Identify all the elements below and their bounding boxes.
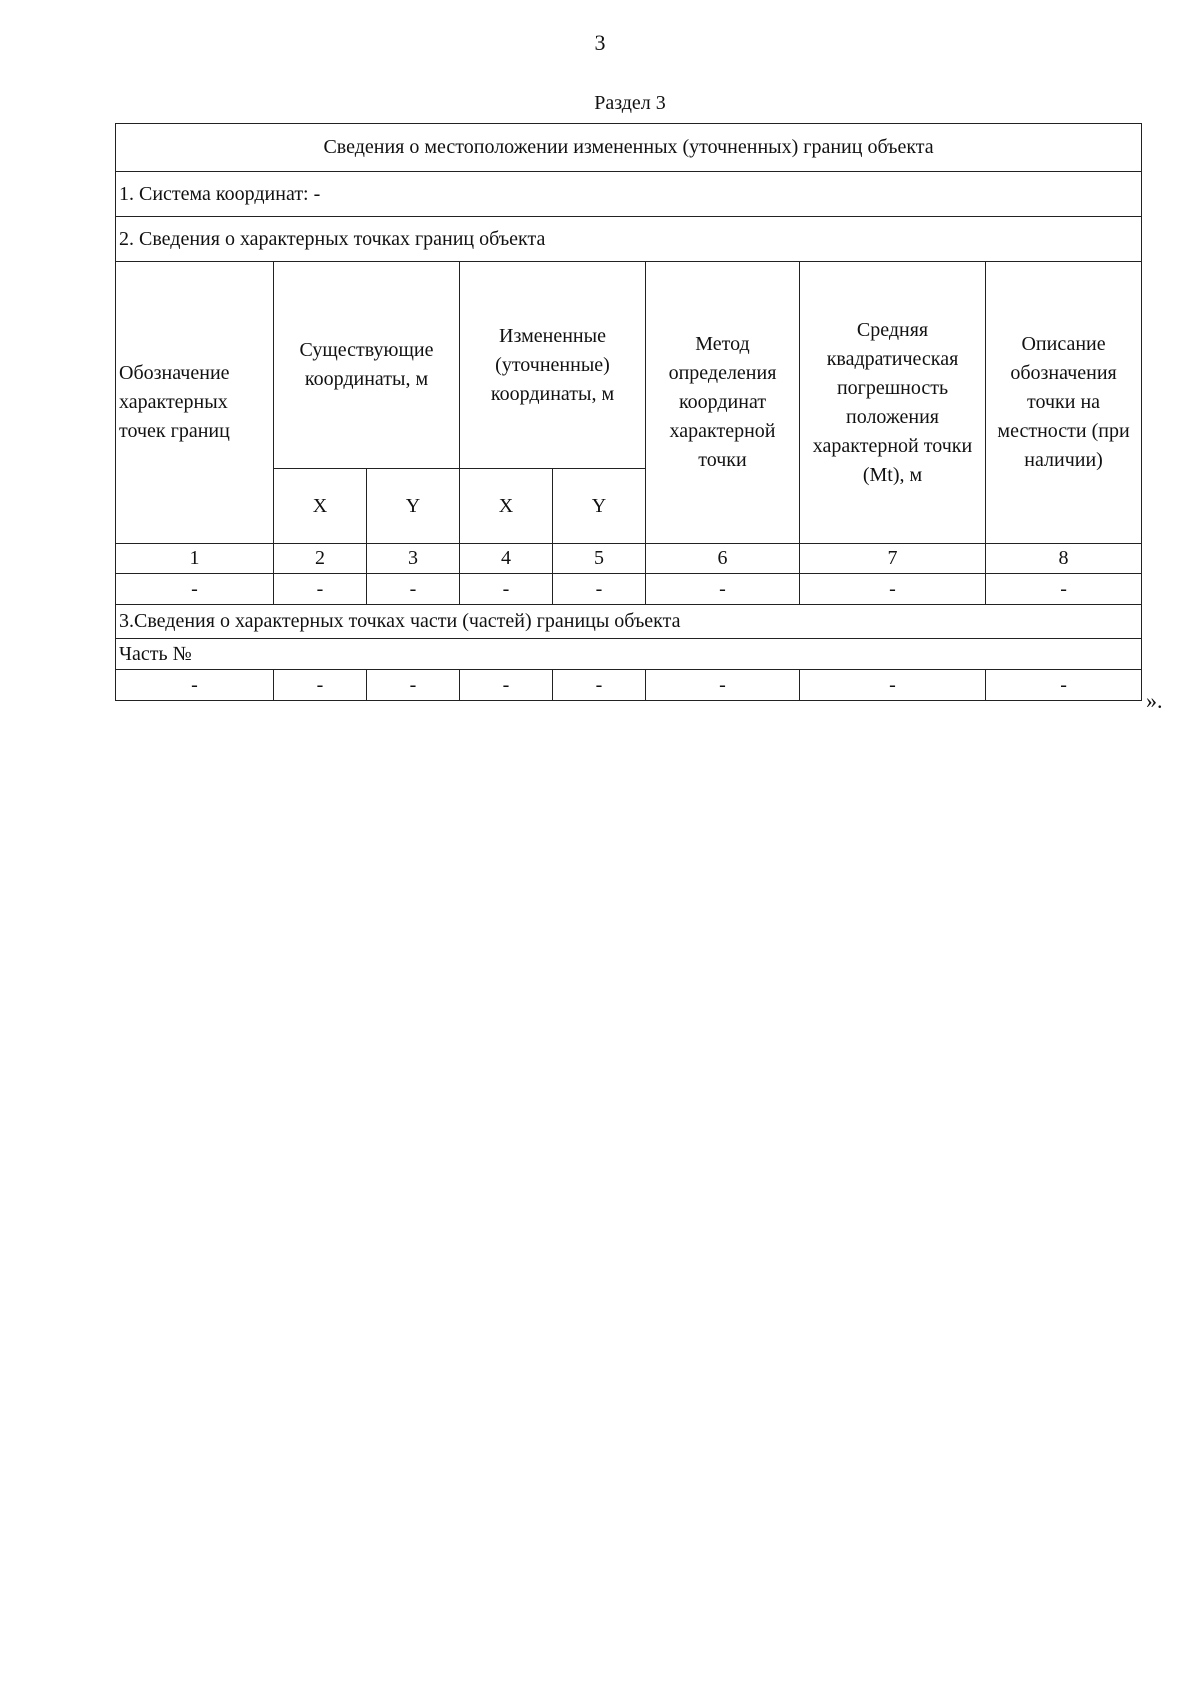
header-accuracy: Средняя квадратическая погрешность положения характерной точки (Mt), м xyxy=(800,262,986,544)
table-cell: - xyxy=(553,670,646,701)
coordinate-system-row: 1. Система координат: - xyxy=(116,172,1142,217)
table-row xyxy=(116,574,1142,605)
table-title: Сведения о местоположении измененных (уточненных) границ объекта xyxy=(116,124,1142,172)
table-cell: - xyxy=(800,670,986,701)
table-cell: - xyxy=(986,574,1142,605)
table-cell: - xyxy=(116,670,274,701)
table-cell: - xyxy=(274,574,367,605)
table-cell: - xyxy=(986,670,1142,701)
header-method: Метод определения координат характерной точки xyxy=(646,262,800,544)
column-number: 5 xyxy=(553,544,646,574)
header-description: Описание обозначения точки на местности (при наличии) xyxy=(986,262,1142,544)
part-label-row: Часть № xyxy=(116,639,1142,670)
closing-quote-mark: ». xyxy=(1146,688,1163,713)
section-label: Раздел 3 xyxy=(594,92,666,114)
table-cell: - xyxy=(116,574,274,605)
header-changed-coords: Измененные (уточненные) координаты, м xyxy=(460,262,646,469)
table-cell: - xyxy=(367,670,460,701)
column-number: 1 xyxy=(116,544,274,574)
points-heading-row: 2. Сведения о характерных точках границ объекта xyxy=(116,217,1142,262)
table-row xyxy=(116,670,1142,701)
column-number: 6 xyxy=(646,544,800,574)
boundary-points-table xyxy=(115,123,1142,701)
header-designation: Обозначение характерных точек границ xyxy=(116,262,274,544)
header-changed-y: Y xyxy=(553,469,646,544)
table-cell: - xyxy=(460,670,553,701)
parts-heading-row: 3.Сведения о характерных точках части (частей) границы объекта xyxy=(116,605,1142,639)
table-cell: - xyxy=(646,574,800,605)
table-cell: - xyxy=(460,574,553,605)
column-number: 2 xyxy=(274,544,367,574)
header-changed-x: X xyxy=(460,469,553,544)
table-cell: - xyxy=(367,574,460,605)
table-cell: - xyxy=(800,574,986,605)
column-number: 7 xyxy=(800,544,986,574)
page-number: 3 xyxy=(594,30,606,55)
header-existing-coords: Существующие координаты, м xyxy=(274,262,460,469)
table-cell: - xyxy=(646,670,800,701)
header-existing-x: X xyxy=(274,469,367,544)
table-cell: - xyxy=(274,670,367,701)
table-cell: - xyxy=(553,574,646,605)
column-number-row xyxy=(116,544,1142,574)
header-existing-y: Y xyxy=(367,469,460,544)
column-number: 8 xyxy=(986,544,1142,574)
column-number: 3 xyxy=(367,544,460,574)
column-number: 4 xyxy=(460,544,553,574)
